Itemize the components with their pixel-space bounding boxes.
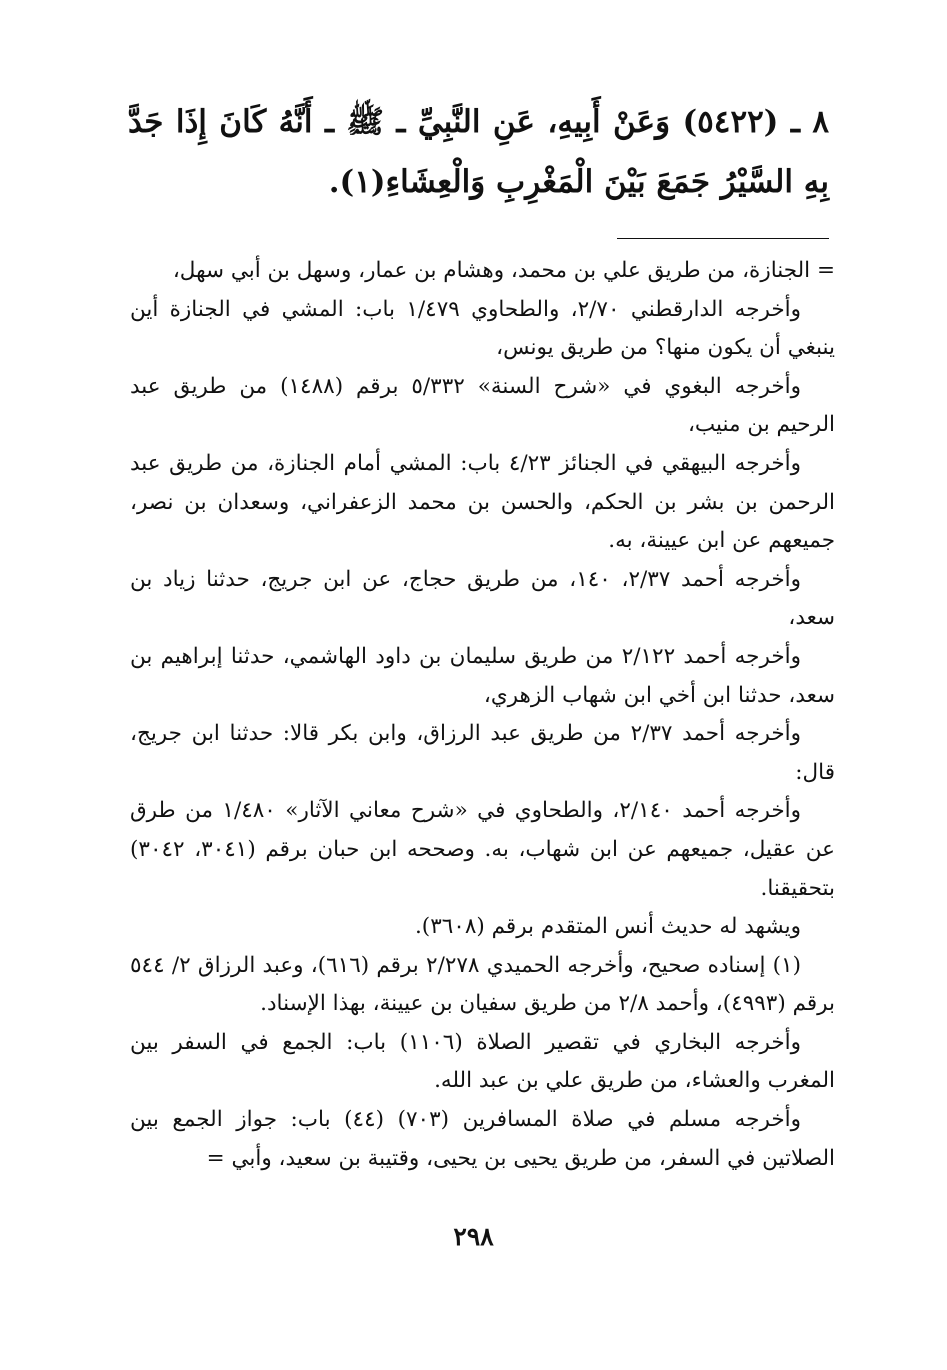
footnote-separator bbox=[617, 238, 829, 239]
footnote-paragraph-2: وأخرجه الدارقطني ٢/٧٠، والطحاوي ١/٤٧٩ باب: المشي في الجنازة أين ينبغي أن يكون منها؟ من طريق يونس، bbox=[130, 296, 835, 361]
footnotes-block bbox=[130, 252, 835, 1178]
footnote-paragraph-4: وأخرجه البيهقي في الجنائز ٤/٢٣ باب: المشي أمام الجنازة، من طريق عبد الرحمن بن بشر بن الحكم، والحسن بن محمد الزعفراني، وسعدان بن نصر، جميعهم عن ابن عيينة، به. bbox=[130, 450, 835, 554]
page-number: ٢٩٨ bbox=[453, 1222, 494, 1251]
footnote-paragraph-11: وأخرجه البخاري في تقصير الصلاة (١١٠٦) باب: الجمع في السفر بين المغرب والعشاء، من طريق علي بن عبد الله. bbox=[130, 1029, 835, 1094]
footnote-paragraph-1: = الجنازة، من طريق علي بن محمد، وهشام بن عمار، وسهل بن أبي سهل، bbox=[172, 258, 835, 283]
footnote-paragraph-12: وأخرجه مسلم في صلاة المسافرين (٧٠٣) (٤٤) باب: جواز الجمع بين الصلاتين في السفر، من طريق يحيى بن يحيى، وقتيبة بن سعيد، وأبي = bbox=[130, 1107, 835, 1171]
footnote-paragraph-8: وأخرجه أحمد ٢/١٤٠، والطحاوي في «شرح معاني الآثار» ١/٤٨٠ من طرق عن عقيل، جميعهم عن ابن شهاب، به. وصححه ابن حبان برقم (٣٠٤١، ٣٠٤٢) بتحقيقنا. bbox=[130, 798, 835, 901]
footnote-paragraph-6: وأخرجه أحمد ٢/١٢٢ من طريق سليمان بن داود الهاشمي، حدثنا إبراهيم بن سعد، حدثنا ابن أخي ابن شهاب الزهري، bbox=[130, 643, 835, 708]
footnote-paragraph-9: ويشهد له حديث أنس المتقدم برقم (٣٦٠٨). bbox=[414, 914, 801, 940]
hadith-paragraph: ٨ ـ (٥٤٢٢) وَعَنْ أَبِيهِ، عَنِ النَّبِيِّ ـ ﷺ ـ أَنَّهُ كَانَ إِذَا جَدَّ بِهِ السَّيْرُ جَمَعَ بَيْنَ الْمَغْرِبِ وَالْعِشَاءِ(١). bbox=[128, 104, 830, 200]
footnote-paragraph-3: وأخرجه البغوي في «شرح السنة» ٥/٣٣٢ برقم (١٤٨٨) من طريق عبد الرحيم بن منيب، bbox=[130, 373, 835, 438]
footnote-paragraph-5: وأخرجه أحمد ٢/٣٧، ١٤٠، من طريق حجاج، عن ابن جريج، حدثنا زياد بن سعد، bbox=[130, 566, 835, 631]
hadith-text-block bbox=[128, 92, 829, 212]
footnote-paragraph-7: وأخرجه أحمد ٢/٣٧ من طريق عبد الرزاق، وابن بكر قالا: حدثنا ابن جريج، قال: bbox=[130, 721, 835, 785]
footnote-paragraph-10: (١) إسناده صحيح، وأخرجه الحميدي ٢/٢٧٨ برقم (٦١٦)، وعبد الرزاق ٢/ ٥٤٤ برقم (٤٩٩٣)، وأحمد ٢/٨ من طريق سفيان بن عيينة، بهذا الإسناد. bbox=[130, 952, 835, 1017]
